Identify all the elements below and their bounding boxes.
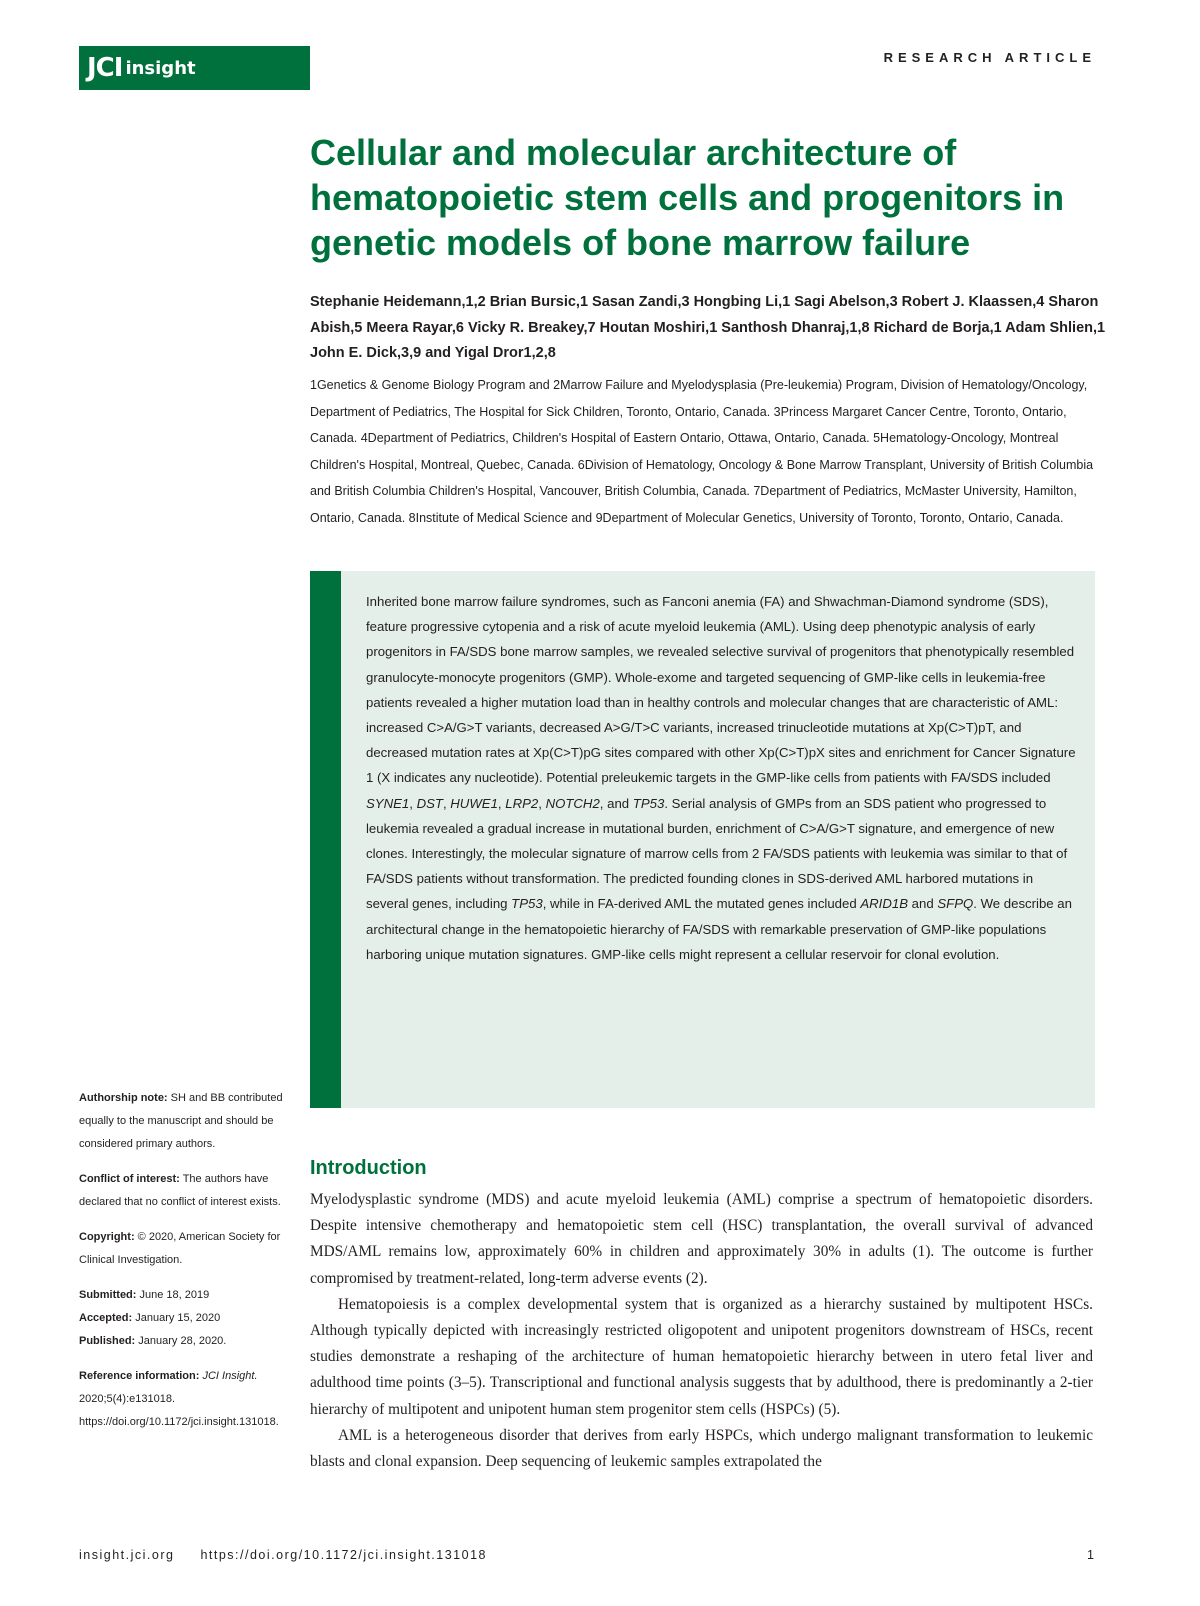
abstract-accent-bar [310, 571, 341, 1108]
logo-insight: insight [125, 57, 196, 79]
authorship-note: Authorship note: SH and BB contributed equally to the manuscript and should be considered primary authors. [79, 1092, 283, 1150]
article-sidebar [79, 1087, 284, 1446]
footer-site-link[interactable]: insight.jci.org [79, 1548, 175, 1562]
abstract-box [310, 571, 1095, 1108]
logo-jci: JCI [87, 53, 123, 83]
copyright-note: Copyright: © 2020, American Society for Clinical Investigation. [79, 1231, 281, 1266]
submitted-date: Submitted: June 18, 2019 [79, 1289, 210, 1301]
article-title: Cellular and molecular architecture of hematopoietic stem cells and progenitors in genetic models of bone marrow failure [310, 132, 1065, 263]
abstract-text: Inherited bone marrow failure syndromes, such as Fanconi anemia (FA) and Shwachman-Diamond syndrome (SDS), feature progressive cytopenia and a risk of acute myeloid leukemia (AML). Using deep phenotypic analysis of early progenitors in FA/SDS bone marrow samples, we revealed selective survival of progenitors that phenotypically resembled granulocyte-monocyte progenitors (GMP). Whole-exome and targeted sequencing of GMP-like cells in leukemia-free patients revealed a higher mutation load than in healthy controls and molecular changes that are characteristic of AML: increased C>A/G>T variants, decreased A>G/T>C variants, increased trinucleotide mutations at Xp(C>T)pT, and decreased mutation rates at Xp(C>T)pG sites compared with other Xp(C>T)pX sites and enrichment for Cancer Signature 1 (X indicates any nucleotide). Potential preleukemic targets in the GMP-like cells from patients with FA/SDS included SYNE1, DST, HUWE1, LRP2, NOTCH2, and TP53. Serial analysis of GMPs from an SDS patient who progressed to leukemia revealed a gradual increase in mutational burden, enrichment of C>A/G>T signature, and emergence of new clones. Interestingly, the molecular signature of marrow cells from 2 FA/SDS patients with leukemia was similar to that of FA/SDS patients without transformation. The predicted founding clones in SDS-derived AML harbored mutations in several genes, including TP53, while in FA-derived AML the mutated genes included ARID1B and SFPQ. We describe an architectural change in the hematopoietic hierarchy of FA/SDS with remarkable preservation of GMP-like populations harboring unique mutation signatures. GMP-like cells might represent a cellular reservoir for clonal evolution. [366, 594, 1076, 962]
author-list: Stephanie Heidemann,1,2 Brian Bursic,1 Sasan Zandi,3 Hongbing Li,1 Sagi Abelson,3 Robert J. Klaassen,4 Sharon Abish,5 Meera Rayar,6 Vicky R. Breakey,7 Houtan Moshiri,1 Santhosh Dhanraj,1,8 Richard de Borja,1 Adam Shlien,1 John E. Dick,3,9 and Yigal Dror1,2,8 [310, 294, 1106, 361]
article-type-label: RESEARCH ARTICLE [883, 50, 1096, 65]
journal-logo [79, 46, 310, 90]
affiliations: 1Genetics & Genome Biology Program and 2Marrow Failure and Myelodysplasia (Pre-leukemia) Program, Division of Hematology/Oncology, Department of Pediatrics, The Hospital for Sick Children, Toronto, Ontario, Canada. 3Princess Margaret Cancer Centre, Toronto, Ontario, Canada. 4Department of Pediatrics, Children's Hospital of Eastern Ontario, Ottawa, Ontario, Canada. 5Hematology-Oncology, Montreal Children's Hospital, Montreal, Quebec, Canada. 6Division of Hematology, Oncology & Bone Marrow Transplant, University of British Columbia and British Columbia Children's Hospital, Vancouver, British Columbia, Canada. 7Department of Pediatrics, McMaster University, Hamilton, Ontario, Canada. 8Institute of Medical Science and 9Department of Molecular Genetics, University of Toronto, Toronto, Ontario, Canada. [310, 378, 1094, 525]
intro-paragraph-2: Hematopoiesis is a complex developmental system that is organized as a hierarchy sustained by multipotent HSCs. Although typically depicted with increasingly restricted oligopotent and unipotent progenitors downstream of HSCs, recent studies demonstrate a reshaping of the architecture of human hematopoietic hierarchy between in utero fetal liver and adulthood time points (3–5). Transcriptional and functional analysis suggests that by adulthood, there is predominantly a 2-tier hierarchy of multipotent and unipotent human stem progenitor stem cells (HSPCs) (5). [310, 1295, 1093, 1418]
dates [79, 1284, 284, 1353]
intro-paragraph-3: AML is a heterogeneous disorder that derives from early HSPCs, which undergo malignant transformation to leukemic blasts and clonal expansion. Deep sequencing of leukemic samples extrapolated the [310, 1426, 1093, 1471]
page-number: 1 [1087, 1548, 1094, 1562]
conflict-of-interest: Conflict of interest: The authors have declared that no conflict of interest exists. [79, 1173, 281, 1208]
reference-information: Reference information: JCI Insight. 2020;5(4):e131018. https://doi.org/10.1172/jci.insight.131018. [79, 1370, 279, 1428]
published-date: Published: January 28, 2020. [79, 1335, 227, 1347]
introduction-body [310, 1187, 1093, 1475]
page-footer [79, 1548, 487, 1562]
intro-paragraph-1: Myelodysplastic syndrome (MDS) and acute myeloid leukemia (AML) comprise a spectrum of hematopoietic disorders. Despite intensive chemotherapy and hematopoietic stem cell (HSC) transplantation, the overall survival of advanced MDS/AML remains low, approximately 60% in children and approximately 30% in adults (1). The outcome is further compromised by treatment-related, long-term adverse events (2). [310, 1191, 1093, 1287]
footer-doi-link[interactable]: https://doi.org/10.1172/jci.insight.131018 [200, 1548, 487, 1562]
introduction-heading: Introduction [310, 1157, 427, 1179]
accepted-date: Accepted: January 15, 2020 [79, 1312, 221, 1324]
